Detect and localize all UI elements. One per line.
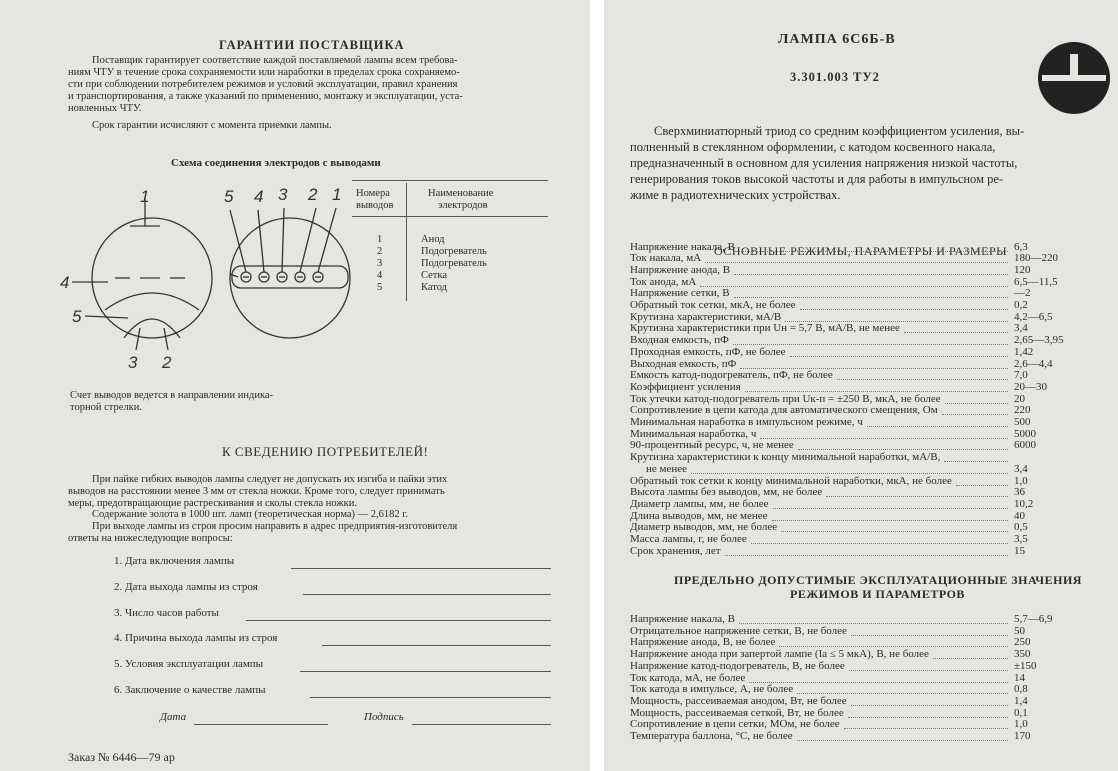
description-line: полненный в стеклянном оформлении, с катодом косвенного накала, xyxy=(630,140,996,154)
param-label: Ток утечки катод-подогреватель при Uк-п = ±250 В, мкА, не более xyxy=(630,392,941,405)
table-cell: Сетка xyxy=(421,270,447,281)
param-value: 350 xyxy=(1014,648,1031,661)
question-item: 3. Число часов работы xyxy=(114,607,219,619)
param-value: 500 xyxy=(1014,416,1031,428)
leader-dots xyxy=(734,274,1008,275)
limits-title: РЕЖИМОВ И ПАРАМЕТРОВ xyxy=(790,587,965,601)
param-value: 1,0 xyxy=(1014,718,1028,731)
leader-dots xyxy=(867,426,1008,427)
param-value: 1,4 xyxy=(1014,694,1028,707)
leader-dots xyxy=(944,461,1008,462)
param-label: Коэффициент усиления xyxy=(630,380,741,393)
pin-label: 1 xyxy=(332,185,342,204)
return-paragraph: ответы на нижеследующие вопросы: xyxy=(68,533,233,544)
param-value: 20—30 xyxy=(1014,380,1047,393)
table-cell: Катод xyxy=(421,282,447,293)
return-paragraph: При выходе лампы из строя просим направить в адрес предприятия-изготовителя xyxy=(92,521,458,532)
table-cell: Подогреватель xyxy=(421,246,487,257)
question-item: 5. Условия эксплуатации лампы xyxy=(114,658,264,670)
param-value: ±150 xyxy=(1014,659,1037,672)
paragraph-line: Поставщик гарантирует соответствие каждой поставляемой лампы всем требова- xyxy=(92,55,458,66)
leader-dots xyxy=(851,635,1008,636)
param-value: 170 xyxy=(1014,730,1031,742)
paragraph-line: меры, предотвращающие растрескивания и сколы стекла ножки. xyxy=(68,498,358,509)
question-item: 6. Заключение о качестве лампы xyxy=(114,684,266,696)
leader-dots xyxy=(800,309,1008,310)
table-cell: 5 xyxy=(377,282,383,293)
param-label: Выходная емкость, пФ xyxy=(630,357,737,370)
main-params-title: ОСНОВНЫЕ РЕЖИМЫ, ПАРАМЕТРЫ И РАЗМЕРЫ xyxy=(714,244,1008,258)
paragraph-line: и транспортирования, а также указаний по применению, монтажу и эксплуатации, уста- xyxy=(68,91,463,102)
param-label: Сопротивление в цепи сетки, МОм, не более xyxy=(630,718,840,731)
param-value: 250 xyxy=(1014,636,1031,649)
param-label: Напряжение сетки, В xyxy=(630,287,730,300)
param-value: 220 xyxy=(1014,404,1031,417)
param-value: 4,2—6,5 xyxy=(1014,310,1053,323)
answer-line[interactable] xyxy=(303,594,551,595)
description-line: генерирования токов высокой частоты и для работы в импульсном ре- xyxy=(630,172,1004,186)
paragraph-line: При пайке гибких выводов лампы следует не допускать их изгиба и пайки этих xyxy=(92,474,448,485)
param-label: Ток накала, мА xyxy=(630,252,702,265)
pin-count-note: торной стрелки. xyxy=(70,402,142,413)
param-label: Напряжение анода, В, не более xyxy=(630,636,776,649)
param-label: Масса лампы, г, не более xyxy=(630,533,747,545)
param-value: 180—220 xyxy=(1014,252,1058,265)
param-label: Длина выводов, мм, не менее xyxy=(630,509,768,522)
param-value: 3,5 xyxy=(1014,533,1028,545)
paragraph-line: новленных ЧТУ. xyxy=(68,103,142,114)
pin-label: 1 xyxy=(140,187,150,206)
pin-label: 3 xyxy=(128,353,138,372)
param-value: 3,4 xyxy=(1014,462,1028,475)
pin-label: 4 xyxy=(60,273,70,292)
table-rule xyxy=(352,180,548,181)
lamp-title: ЛАМПА 6С6Б-В xyxy=(778,32,896,47)
signature-label: Подпись xyxy=(364,711,404,723)
param-label: Срок хранения, лет xyxy=(630,544,721,557)
param-label: Ток анода, мА xyxy=(630,275,697,288)
leader-dots xyxy=(797,740,1008,741)
right-page xyxy=(604,0,1118,771)
table-cell: Анод xyxy=(421,234,445,245)
leader-dots xyxy=(837,379,1008,380)
tube-base-view xyxy=(230,218,350,338)
leader-dots xyxy=(772,520,1008,521)
param-value: 2,65—3,95 xyxy=(1014,334,1064,347)
leader-dots xyxy=(933,658,1008,659)
triode-symbol-icon xyxy=(1036,40,1112,116)
param-value: 40 xyxy=(1014,509,1025,522)
table-cell: 4 xyxy=(377,270,383,281)
param-value: 0,5 xyxy=(1014,521,1028,534)
param-label: Высота лампы без выводов, мм, не более xyxy=(630,486,823,499)
param-value: 3,4 xyxy=(1014,322,1028,335)
leader-dots xyxy=(945,403,1008,404)
param-label: Напряжение катод-подогреватель, В, не более xyxy=(630,659,845,672)
leader-dots xyxy=(781,531,1008,532)
param-value: 120 xyxy=(1014,263,1031,276)
param-label: Отрицательное напряжение сетки, В, не более xyxy=(630,624,847,637)
param-label: Ток катода в импульсе, А, не более xyxy=(630,683,794,696)
pin-label: 4 xyxy=(254,187,264,206)
date-line[interactable] xyxy=(194,724,328,725)
param-label: Крутизна характеристики, мА/В xyxy=(630,310,782,323)
table-header-cell: Номера xyxy=(356,188,390,199)
leader-dots xyxy=(956,485,1008,486)
param-value: 20 xyxy=(1014,392,1025,405)
param-value: 6,5—11,5 xyxy=(1014,275,1058,288)
param-label: Сопротивление в цепи катода для автоматического смещения, Ом xyxy=(630,404,938,417)
leader-dots xyxy=(773,508,1008,509)
date-label: Дата xyxy=(160,711,187,723)
param-value: —2 xyxy=(1014,287,1031,300)
param-label: Проходная емкость, пФ, не более xyxy=(630,345,786,358)
consumer-title: К СВЕДЕНИЮ ПОТРЕБИТЕЛЕЙ! xyxy=(222,444,429,459)
leader-dots xyxy=(751,543,1008,544)
paragraph-line: ниям ЧТУ в течение срока сохраняемости или наработки в пределах срока сохраняемо- xyxy=(68,67,460,78)
param-value: 1,42 xyxy=(1014,345,1034,358)
param-label: Емкость катод-подогреватель, пФ, не более xyxy=(630,369,833,382)
param-value: 1,0 xyxy=(1014,474,1028,487)
leader-dots xyxy=(942,414,1008,415)
leader-dots xyxy=(904,332,1008,333)
table-column-divider xyxy=(406,183,407,301)
answer-line[interactable] xyxy=(246,620,551,621)
leader-dots xyxy=(760,438,1008,439)
param-label: Напряжение анода при запертой лампе (Iа ≤ 5 мкА), В, не более xyxy=(630,648,929,661)
pin-label: 2 xyxy=(162,353,172,372)
leader-dots xyxy=(725,555,1008,556)
param-value: 6,3 xyxy=(1014,240,1028,253)
scheme-title: Схема соединения электродов с выводами xyxy=(171,157,381,169)
pin-label: 5 xyxy=(72,307,82,326)
limits-title: ПРЕДЕЛЬНО ДОПУСТИМЫЕ ЭКСПЛУАТАЦИОННЫЕ ЗНАЧЕНИЯ xyxy=(674,573,1082,587)
pin-label: 3 xyxy=(278,185,288,204)
spec-number: 3.301.003 ТУ2 xyxy=(790,70,880,84)
table-cell: 1 xyxy=(377,234,383,245)
table-header-cell: Наименование xyxy=(428,188,494,199)
param-value: 6000 xyxy=(1014,439,1036,452)
answer-line[interactable] xyxy=(291,568,551,569)
description-line: Сверхминиатюрный триод со средним коэффициентом усиления, вы- xyxy=(654,124,1025,138)
leader-dots xyxy=(849,670,1008,671)
table-header-cell: электродов xyxy=(438,200,488,211)
table-cell: 2 xyxy=(377,246,383,257)
leader-dots xyxy=(700,286,1008,287)
param-value: 5000 xyxy=(1014,427,1036,440)
answer-line[interactable] xyxy=(322,645,551,646)
param-label: Обратный ток сетки, мкА, не более xyxy=(630,299,796,311)
leader-dots xyxy=(790,356,1008,357)
leader-dots xyxy=(705,262,1008,263)
pin-label: 2 xyxy=(308,185,318,204)
question-item: 1. Дата включения лампы xyxy=(114,555,235,567)
guarantee-title: ГАРАНТИИ ПОСТАВЩИКА xyxy=(219,38,405,52)
question-item: 4. Причина выхода лампы из строя xyxy=(114,632,278,644)
signature-line[interactable] xyxy=(412,724,551,725)
pin-count-note: Счет выводов ведется в направлении индика- xyxy=(70,390,274,401)
param-value: 0,8 xyxy=(1014,683,1028,696)
paragraph-line: выводов на расстоянии менее 3 мм от стекла ножки. Кроме того, следует принимать xyxy=(68,486,445,497)
param-label: Крутизна характеристики к концу минимальной наработки, мА/В, xyxy=(630,451,941,464)
order-number: Заказ № 6446—79 ар xyxy=(68,750,175,764)
param-value: 50 xyxy=(1014,624,1025,637)
pin-label: 5 xyxy=(224,187,234,206)
param-label: Обратный ток сетки к концу минимальной наработки, мкА, не более xyxy=(630,474,952,487)
param-label: Крутизна характеристики при Uн = 5,7 В, мА/В, не менее xyxy=(630,322,900,335)
paragraph-line: сти при соблюдении потребителем режимов и условий эксплуатации, правил хранения xyxy=(68,79,458,90)
param-label: Напряжение накала, В xyxy=(630,240,736,253)
table-header-cell: выводов xyxy=(356,200,394,211)
param-value: 7,0 xyxy=(1014,369,1028,382)
table-rule xyxy=(352,216,548,217)
param-label: Ток катода, мА, не более xyxy=(630,671,746,684)
param-label: Диаметр выводов, мм, не более xyxy=(630,521,778,534)
electrode-diagram xyxy=(60,178,360,378)
param-label: Температура баллона, °С, не более xyxy=(630,730,793,742)
param-label: Диаметр лампы, мм, не более xyxy=(630,497,769,510)
leader-dots xyxy=(848,717,1008,718)
param-value: 0,1 xyxy=(1014,706,1028,719)
param-value: 14 xyxy=(1014,671,1025,684)
question-item: 2. Дата выхода лампы из строя xyxy=(114,581,258,593)
gold-content-text: Содержание золота в 1000 шт. ламп (теоретическая норма) — 2,6182 г. xyxy=(92,509,409,520)
param-label: не менее xyxy=(646,462,688,475)
param-label: Минимальная наработка в импульсном режиме, ч xyxy=(630,416,863,428)
param-value: 10,2 xyxy=(1014,497,1034,510)
param-value: 5,7—6,9 xyxy=(1014,613,1053,625)
param-label: Минимальная наработка, ч xyxy=(630,427,757,440)
answer-line[interactable] xyxy=(310,697,551,698)
param-label: Мощность, рассеиваемая анодом, Вт, не более xyxy=(630,694,847,707)
param-label: Напряжение анода, В xyxy=(630,263,731,276)
leader-dots xyxy=(851,705,1008,706)
param-label: Входная емкость, пФ xyxy=(630,334,729,347)
leader-dots xyxy=(739,251,1008,252)
answer-line[interactable] xyxy=(300,671,551,672)
table-cell: 3 xyxy=(377,258,383,269)
param-value: 0,2 xyxy=(1014,299,1028,311)
leader-dots xyxy=(826,496,1008,497)
param-value: 36 xyxy=(1014,486,1025,499)
param-value: 15 xyxy=(1014,544,1025,557)
param-label: Напряжение накала, В xyxy=(630,613,736,625)
description-line: предназначенный в основном для усиления напряжения низкой частоты, xyxy=(630,156,1018,170)
param-label: Мощность, рассеиваемая сеткой, Вт, не более xyxy=(630,706,844,719)
table-cell: Подогреватель xyxy=(421,258,487,269)
warranty-start-text: Срок гарантии исчисляют с момента приемки лампы. xyxy=(92,120,332,131)
param-label: 90-процентный ресурс, ч, не менее xyxy=(630,439,794,452)
description-line: жиме в радиотехнических устройствах. xyxy=(630,188,841,202)
param-value: 2,6—4,4 xyxy=(1014,357,1053,370)
leader-dots xyxy=(844,728,1008,729)
